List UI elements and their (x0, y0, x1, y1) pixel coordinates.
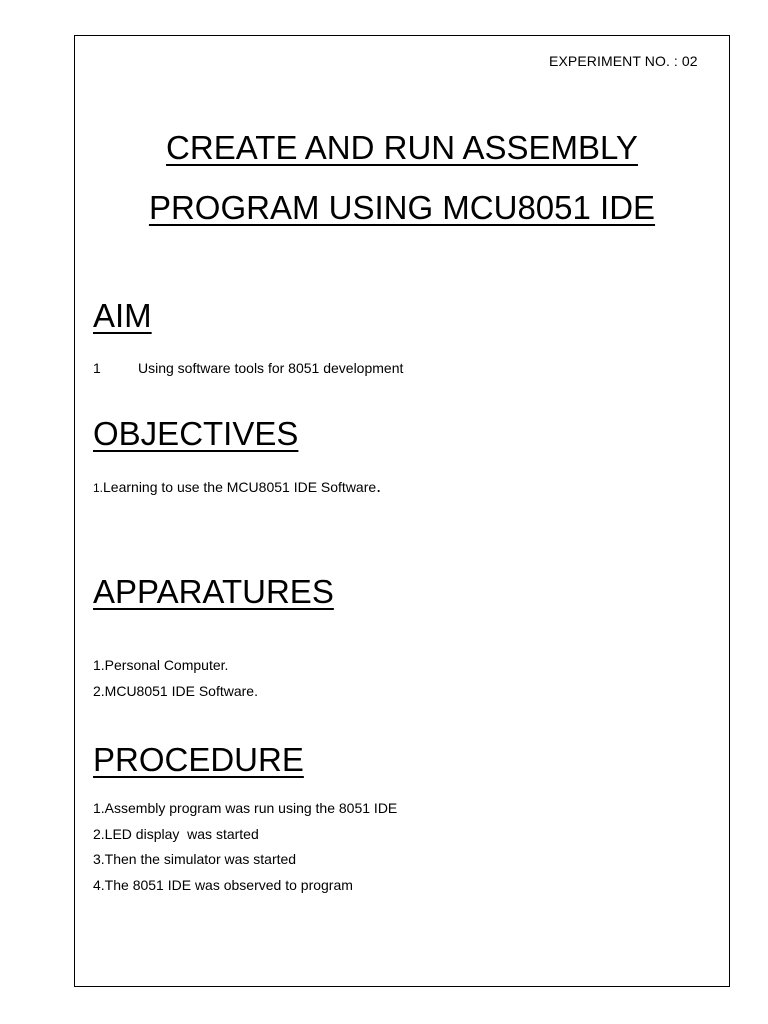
procedure-step: 3.Then the simulator was started (93, 851, 297, 867)
apparatures-heading: APPARATURES (93, 573, 334, 610)
objective-item-prefix: 1. (93, 481, 104, 495)
procedure-step: 2.LED display was started (93, 826, 259, 842)
objective-item (93, 477, 381, 497)
aim-item-number: 1 (93, 360, 101, 376)
experiment-number: EXPERIMENT NO. : 02 (549, 53, 698, 69)
title-line-1-text: CREATE AND RUN ASSEMBLY (166, 129, 638, 166)
objectives-heading: OBJECTIVES (93, 415, 299, 452)
title-line-2-text: PROGRAM USING MCU8051 IDE (148, 189, 656, 226)
document-title-line-2 (74, 188, 730, 228)
aim-item-text: Using software tools for 8051 development (138, 360, 404, 376)
procedure-step: 1.Assembly program was run using the 8051 IDE (93, 800, 398, 816)
apparatus-item: 1.Personal Computer. (93, 657, 229, 673)
apparatus-item: 2.MCU8051 IDE Software. (93, 683, 258, 699)
document-title-line-1 (74, 128, 730, 168)
aim-heading: AIM (93, 297, 152, 334)
procedure-heading: PROCEDURE (93, 741, 304, 778)
page-border (74, 35, 730, 987)
procedure-step: 4.The 8051 IDE was observed to program (93, 877, 353, 893)
objective-item-text: Learning to use the MCU8051 IDE Software (103, 479, 377, 495)
objective-item-suffix: . (376, 476, 382, 496)
